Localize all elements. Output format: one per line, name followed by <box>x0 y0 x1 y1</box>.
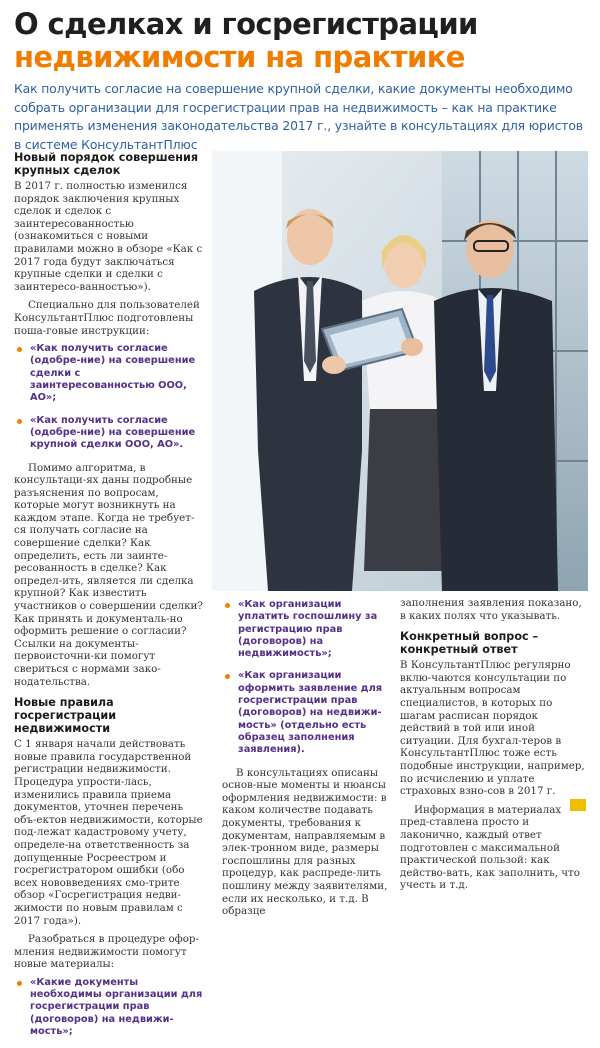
heading-concrete-answer: Конкретный вопрос – конкретный ответ <box>400 630 539 657</box>
paragraph: С 1 января начали действовать новые правила государственной регистрации недвижимости. Процедура упрости-лась, изменились правила приема документов, уточнен перечень объ-ектов недвижимости, которые под-лежат кадастровому учету, определе-на ответственность за допущенные Росреестром и госрегистратором ошибки (обо всех нововведениях смо-трите обзор «Госрегистрация недви-жимости по новым правилам с 2017 года»). <box>14 738 203 927</box>
paragraph: Разобраться в процедуре офор-мления недвижимости помогут новые материалы: <box>14 933 199 971</box>
link-note: (отдельно есть образец заполнения заявления). <box>238 719 367 756</box>
paragraph: Помимо алгоритма, в консультаци-ях даны подробные разъяснения по вопросам, которые могут возникнуть на каждом этапе. Когда не требует-ся получать согласие на совершение сделки? Как определить, есть ли заинте-ресованность в сделке? Как определ-ить, является ли сделка крупной? Как известить участников о совершении сделки? Как принять и документаль-но оформить решение о согласии? Ссылки на документы-первоисточни-ки помогут свериться с нормами зако-нодательства. <box>14 461 203 688</box>
paragraph: Информация в материалах пред-ставлена просто и лаконично, каждый ответ подготовлен с максимальной практической пользой: как действо-вать, как заполнить, что учесть и т.д. <box>400 803 580 892</box>
paragraph: В 2017 г. полностью изменился порядок заключения крупных сделок и сделок с заинтересованностью (ознакомиться с новыми правилами можно в обзоре «Как с 2017 года будут заключаться крупные сделки и сделки с заинтересо-ванностью»). <box>14 180 203 293</box>
heading-major-deals: Новый порядок совершения крупных сделок <box>14 151 199 177</box>
link-list <box>222 599 396 757</box>
link-text[interactable]: «Какие документы необходимы организации для госрегистрации прав (договоров) на недвижи-мость»; <box>30 976 203 1038</box>
heading-registration: Новые правила госрегистрации недвижимости <box>14 696 117 736</box>
link-text[interactable]: «Как организации оформить заявление для госрегистрации прав (договоров) на недвижи-мость» <box>238 670 383 731</box>
bullet-dot-icon <box>225 603 230 608</box>
bullet-dot-icon <box>17 419 22 424</box>
paragraph: В консультациях описаны основ-ные моменты и нюансы оформления недвижимости: в каком количестве подавать документы, требования к документам, направляемым в элек-тронном виде, размеры госпошлины для разных процедур, как распреде-лить пошлину между заявителями, если их несколько, и т.д. В образце <box>222 766 388 918</box>
column-right <box>400 597 585 898</box>
bullet-dot-icon <box>225 674 230 679</box>
paragraph: заполнения заявления показано, в каких полях что указывать. <box>400 597 582 622</box>
paragraph: Специально для пользователей КонсультантПлюс подготовлены поша-говые инструкции: <box>14 299 200 337</box>
article-title <box>14 8 594 74</box>
link-text[interactable]: «Как получить согласие (одобре-ние) на совершение крупной сделки ООО, АО». <box>30 414 196 451</box>
link-item[interactable] <box>222 599 396 660</box>
paragraph: В КонсультантПлюс регулярно вклю-чаются консультации по актуальным вопросам специалистов, в которых по шагам расписан порядок действий в той или иной ситуации. Для бухгал-теров в КонсультантПлюс тоже есть подобные инструкции, например, по исчислению и уплате страховых взно-сов в 2017 г. <box>400 659 585 798</box>
link-text[interactable]: «Как организации уплатить госпошлину за регистрацию прав (договоров) на недвижимость»; <box>238 599 378 660</box>
link-item[interactable] <box>14 343 206 404</box>
article-lead: Как получить согласие на совершение крупной сделки, какие документы необходимо собрать организации для госрегистрации прав на недвижимость – как на практике применять изменения законодательства 2017 г., узнайте в консультациях для юристов в системе КонсультантПлюс <box>14 81 583 152</box>
column-left <box>14 151 206 1048</box>
bullet-dot-icon <box>17 981 22 986</box>
page-number-badge <box>570 799 586 811</box>
link-text[interactable]: «Как получить согласие (одобре-ние) на совершение сделки с заинтересованностью ООО, АО»; <box>30 343 196 404</box>
title-line-1: О сделках и госрегистрации <box>14 7 478 41</box>
link-list <box>14 343 206 451</box>
title-line-2: недвижимости на практике <box>14 40 465 74</box>
link-list <box>14 977 206 1038</box>
link-item[interactable] <box>222 670 396 756</box>
business-people-photo <box>212 151 588 591</box>
link-item[interactable] <box>14 977 206 1038</box>
photo-illustration <box>212 151 588 591</box>
bullet-dot-icon <box>17 347 22 352</box>
column-middle <box>222 597 396 924</box>
link-item[interactable] <box>14 415 206 452</box>
